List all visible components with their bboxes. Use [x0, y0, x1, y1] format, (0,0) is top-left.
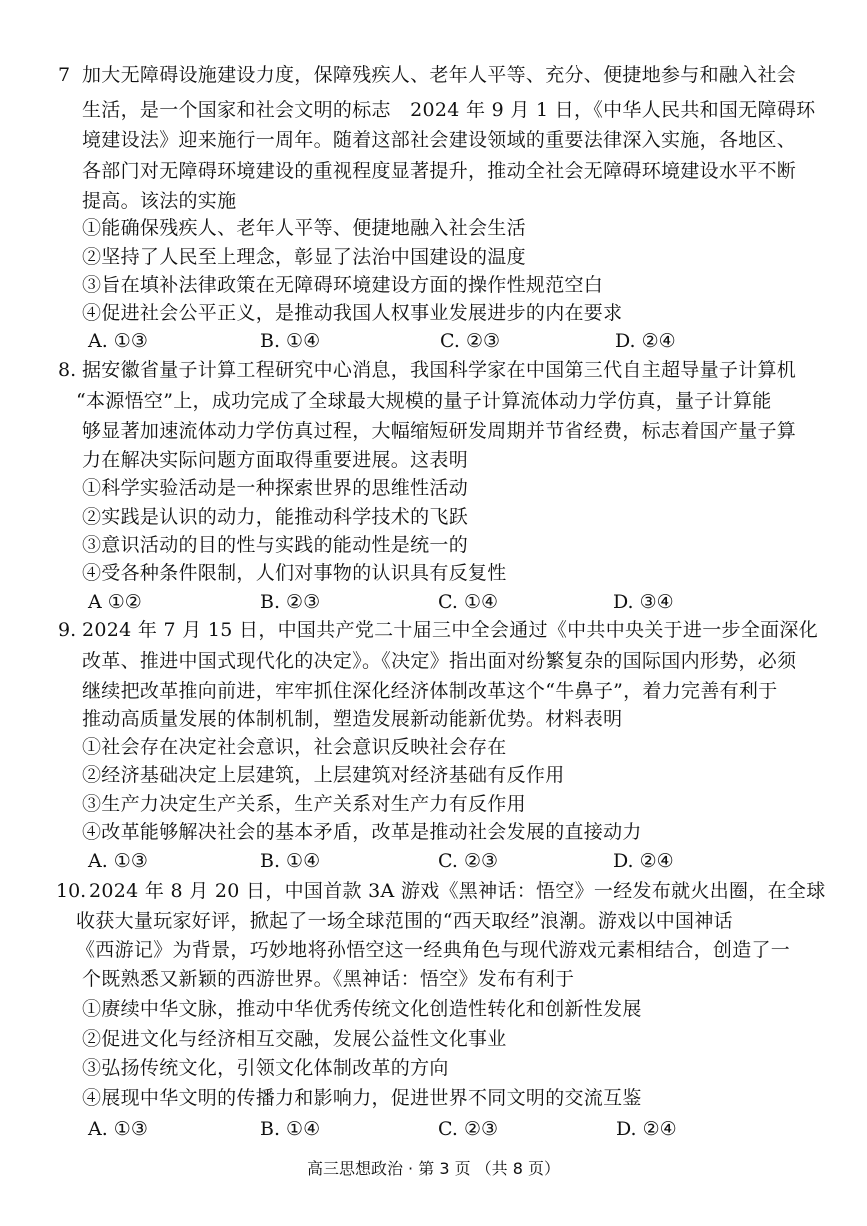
choice-a[interactable]: A. ①③	[88, 330, 148, 352]
answer-choices	[88, 588, 788, 617]
option-statement: ①能确保残疾人、老年人平等、便捷地融入社会生活	[82, 217, 526, 239]
option-statement: ②促进文化与经济相互交融，发展公益性文化事业	[82, 1028, 507, 1050]
question-stem-line: 改革、推进中国式现代化的决定》。《决定》指出面对纷繁复杂的国际国内形势，必须	[82, 650, 797, 672]
option-statement: ④促进社会公平正义，是推动我国人权事业发展进步的内在要求	[82, 302, 623, 324]
option-statement: ①社会存在决定社会意识，社会意识反映社会存在	[82, 736, 507, 758]
page-footer: 高三思想政治 · 第 3 页 （共 8 页）	[306, 1159, 561, 1178]
question-stem-line: 2024 年 7 月 15 日，中国共产党二十届三中全会通过《中共中央关于进一步全面深化	[82, 619, 819, 641]
choice-a[interactable]: A. ①③	[88, 850, 148, 872]
option-statement: ④展现中华文明的传播力和影响力，促进世界不同文明的交流互鉴	[82, 1087, 642, 1109]
choice-b[interactable]: B. ①④	[260, 330, 321, 352]
option-statement: ③弘扬传统文化，引领文化体制改革的方向	[82, 1057, 449, 1079]
option-statement: ②实践是认识的动力，能推动科学技术的飞跃	[82, 506, 469, 528]
question-stem-line: 生活，是一个国家和社会文明的标志 2024 年 9 月 1 日，《中华人民共和国无障碍环	[82, 99, 816, 121]
question-stem-line: 继续把改革推向前进，牢牢抓住深化经济体制改革这个“牛鼻子”，着力完善有利于	[82, 680, 778, 702]
question-stem-line: 力在解决实际问题方面取得重要进展。这表明	[82, 449, 469, 471]
choice-b[interactable]: B. ①④	[260, 1118, 321, 1140]
question-number: 9.	[58, 619, 77, 641]
option-statement: ③生产力决定生产关系，生产关系对生产力有反作用	[82, 793, 526, 815]
question-number: 7	[58, 64, 71, 86]
question-stem-line: 加大无障碍设施建设力度，保障残疾人、老年人平等、充分、便捷地参与和融入社会	[82, 64, 797, 86]
choice-d[interactable]: D. ②④	[613, 850, 674, 872]
question-stem-line: 够显著加速流体动力学仿真过程，大幅缩短研发周期并节省经费，标志着国产量子算	[82, 420, 797, 442]
choice-b[interactable]: B. ①④	[260, 850, 321, 872]
answer-choices	[88, 1115, 788, 1144]
choice-b[interactable]: B. ②③	[260, 591, 321, 613]
choice-d[interactable]: D. ②④	[616, 1118, 677, 1140]
option-statement: ④受各种条件限制，人们对事物的认识具有反复性	[82, 562, 507, 584]
choice-c[interactable]: C. ①④	[438, 591, 499, 613]
choice-d[interactable]: D. ②④	[615, 330, 676, 352]
question-number: 8.	[58, 359, 77, 381]
option-statement: ①科学实验活动是一种探索世界的思维性活动	[82, 477, 469, 499]
question-stem-line: 据安徽省量子计算工程研究中心消息，我国科学家在中国第三代自主超导量子计算机	[82, 359, 797, 381]
choice-d[interactable]: D. ③④	[613, 591, 674, 613]
option-statement: ②经济基础决定上层建筑，上层建筑对经济基础有反作用	[82, 764, 565, 786]
choice-c[interactable]: C. ②③	[440, 330, 501, 352]
question-stem-line: 《西游记》为背景，巧妙地将孙悟空这一经典角色与现代游戏元素相结合，创造了一	[76, 939, 791, 961]
question-stem-line: 境建设法》迎来施行一周年。随着这部社会建设领域的重要法律深入实施，各地区、	[82, 129, 797, 151]
option-statement: ③意识活动的目的性与实践的能动性是统一的	[82, 534, 469, 556]
question-stem-line: 各部门对无障碍环境建设的重视程度显著提升，推动全社会无障碍环境建设水平不断	[82, 160, 797, 182]
option-statement: ①赓续中华文脉，推动中华优秀传统文化创造性转化和创新性发展	[82, 998, 642, 1020]
choice-c[interactable]: C. ②③	[438, 1118, 499, 1140]
answer-choices	[88, 327, 788, 356]
question-stem-line: 个既熟悉又新颖的西游世界。《黑神话：悟空》发布有利于	[82, 968, 575, 990]
option-statement: ③旨在填补法律政策在无障碍环境建设方面的操作性规范空白	[82, 274, 604, 296]
question-number: 10.	[56, 880, 87, 902]
question-stem-line: 推动高质量发展的体制机制，塑造发展新动能新优势。材料表明	[82, 708, 623, 730]
answer-choices	[88, 847, 788, 876]
choice-c[interactable]: C. ②③	[438, 850, 499, 872]
question-stem-line: 提高。该法的实施	[82, 190, 237, 212]
question-stem-line: 收获大量玩家好评，掀起了一场全球范围的“西天取经”浪潮。游戏以中国神话	[76, 910, 733, 932]
option-statement: ④改革能够解决社会的基本矛盾，改革是推动社会发展的直接动力	[82, 821, 642, 843]
question-stem-line: 2024 年 8 月 20 日，中国首款 3A 游戏《黑神话：悟空》一经发布就火出圈，在全球	[89, 880, 826, 902]
option-statement: ②坚持了人民至上理念，彰显了法治中国建设的温度	[82, 246, 526, 268]
question-stem-line: “本源悟空”上，成功完成了全球最大规模的量子计算流体动力学仿真，量子计算能	[76, 390, 772, 412]
choice-a[interactable]: A. ①③	[88, 1118, 148, 1140]
choice-a[interactable]: A ①②	[88, 591, 142, 613]
